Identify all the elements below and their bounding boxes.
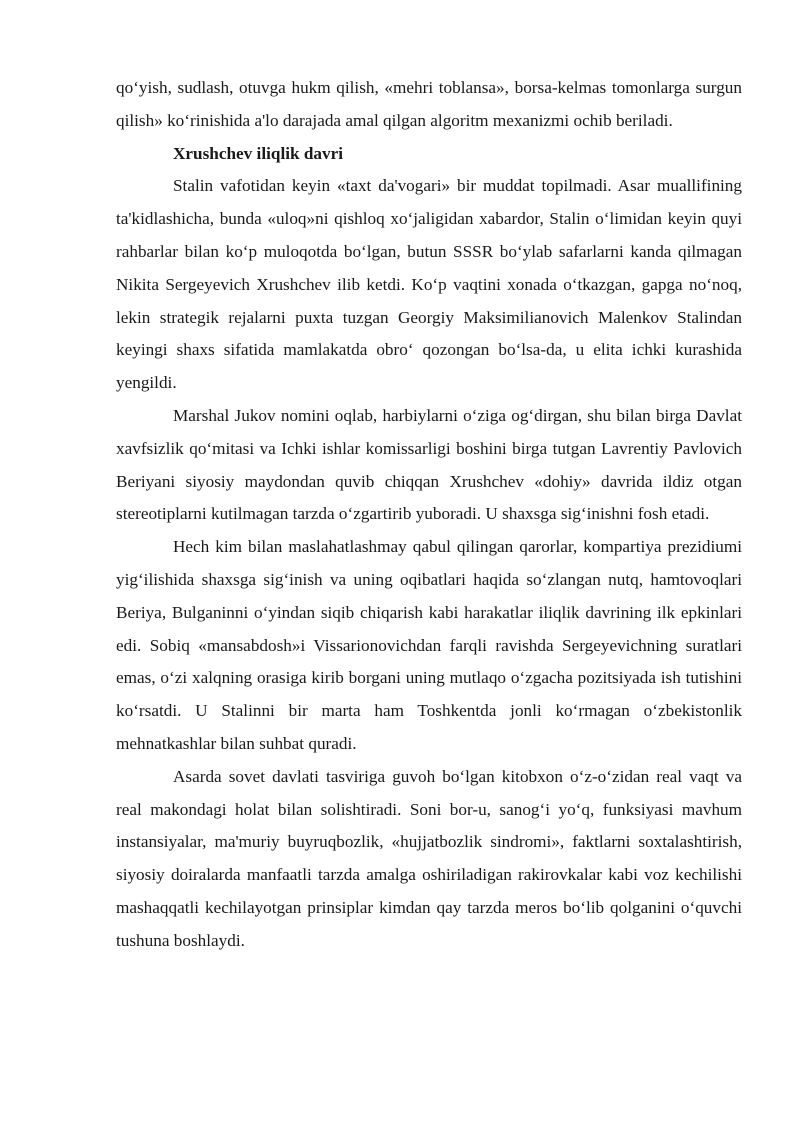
paragraph-continuation: qo‘yish, sudlash, otuvga hukm qilish, «mehri toblansa», borsa-kelmas tomonlarga surgun qilish» ko‘rinishida a'lo darajada amal qilgan algoritm mexanizmi ochib beriladi.: [116, 78, 742, 130]
section-heading: Xrushchev iliqlik davri: [173, 143, 343, 163]
document-body: [116, 72, 742, 958]
paragraph: Hech kim bilan maslahatlashmay qabul qilingan qarorlar, kompartiya prezidiumi yig‘ilishida shaxsga sig‘inish va uning oqibatlari haqida so‘zlangan nutq, hamtovoqlari Beriya, Bulganinni o‘yindan siqib chiqarish kabi harakatlar iliqlik davrining ilk epkinlari edi. Sobiq «mansabdosh»i Vissarionovichdan farqli ravishda Sergeyevichning suratlari emas, o‘zi xalqning orasiga kirib borgani uning mutlaqo o‘zgacha pozitsiyada ish tutishini ko‘rsatdi. U Stalinni bir marta ham Toshkentda jonli ko‘rmagan o‘zbekistonlik mehnatkashlar bilan suhbat quradi.: [116, 537, 742, 753]
paragraph: Asarda sovet davlati tasviriga guvoh bo‘lgan kitobxon o‘z-o‘zidan real vaqt va real makondagi holat bilan solishtiradi. Soni bor-u, sanog‘i yo‘q, funksiyasi mavhum instansiyalar, ma'muriy buyruqbozlik, «hujjatbozlik sindromi», faktlarni soxtalashtirish, siyosiy doiralarda manfaatli tarzda amalga oshiriladigan rakirovkalar kabi voz kechilishi mashaqqatli kechilayotgan prinsiplar kimdan qay tarzda meros bo‘lib qolganini o‘quvchi tushuna boshlaydi.: [116, 766, 742, 950]
paragraph: Stalin vafotidan keyin «taxt da'vogari» bir muddat topilmadi. Asar muallifining ta'kidlashicha, bunda «uloq»ni qishloq xo‘jaligidan xabardor, Stalin o‘limidan keyin quyi rahbarlar bilan ko‘p muloqotda bo‘lgan, butun SSSR bo‘ylab safarlarni kanda qilmagan Nikita Sergeyevich Xrushchev ilib ketdi. Ko‘p vaqtini xonada o‘tkazgan, gapga no‘noq, lekin strategik rejalarni puxta tuzgan Georgiy Maksimilianovich Malenkov Stalindan keyingi shaxs sifatida mamlakatda obro‘ qozongan bo‘lsa-da, u elita ichki kurashida yengildi.: [116, 176, 742, 393]
paragraph: Marshal Jukov nomini oqlab, harbiylarni o‘ziga og‘dirgan, shu bilan birga Davlat xavfsizlik qo‘mitasi va Ichki ishlar komissarligi boshini birga tutgan Lavrentiy Pavlovich Beriyani siyosiy maydondan quvib chiqqan Xrushchev «dohiy» davrida ildiz otgan stereotiplarni kutilmagan tarzda o‘zgartirib yuboradi. U shaxsga sig‘inishni fosh etadi.: [116, 405, 742, 524]
